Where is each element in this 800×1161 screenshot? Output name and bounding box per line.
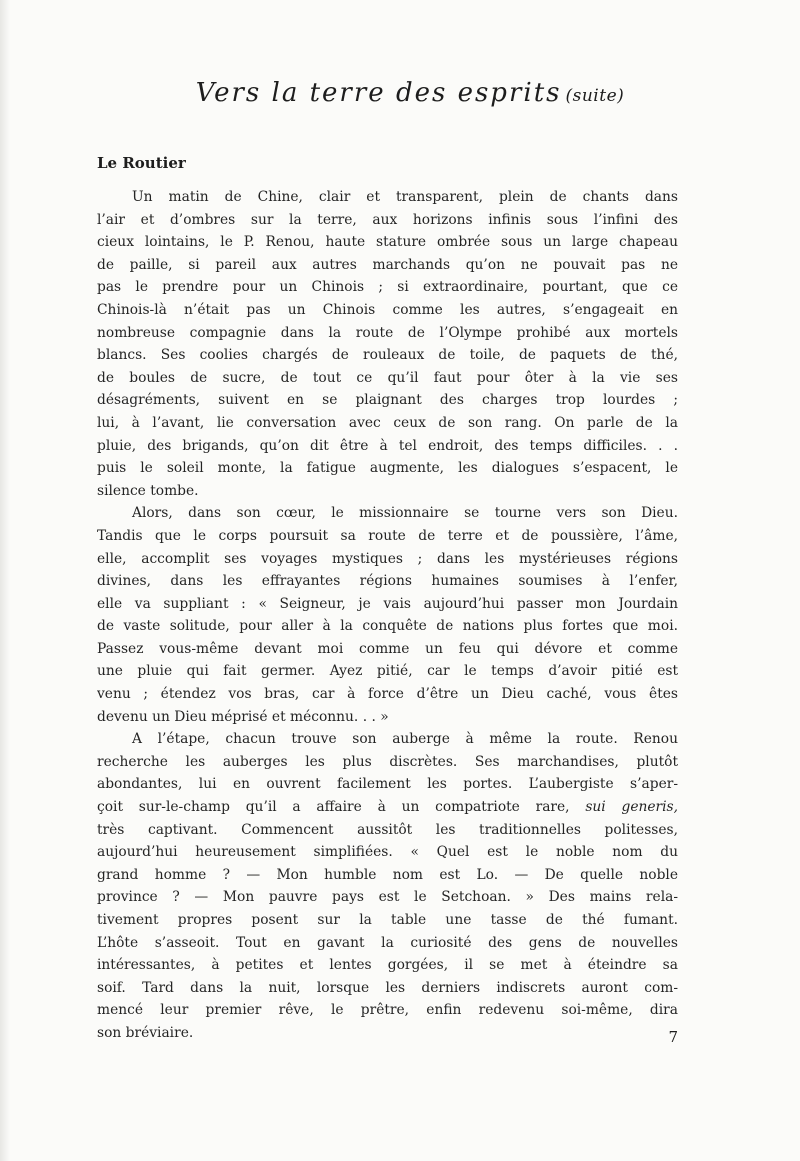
text-line: tivement propres posent sur la table une tasse de thé fumant.: [97, 912, 678, 928]
text-line: elle va suppliant : « Seigneur, je vais aujourd’hui passer mon Jourdain: [97, 595, 678, 612]
text-line: aujourd’hui heureusement simplifiées. « Quel est le noble nom du: [97, 844, 678, 861]
page-title-text: Vers la terre des esprits: [195, 78, 562, 108]
text-line: devenu un Dieu méprisé et méconnu. . . »: [97, 708, 389, 725]
page-edge-shadow: [0, 0, 10, 1161]
text-line: désagréments, suivent en se plaignant des charges trop lourdes ;: [97, 392, 678, 409]
text-line: lui, à l’avant, lie conversation avec ceux de son rang. On parle de la: [97, 414, 678, 431]
text-line: Chinois-là n’était pas un Chinois comme les autres, s’engageait en: [97, 301, 678, 318]
paragraph-3: [97, 728, 678, 1044]
text-line: Passez vous-même devant moi comme un feu qui dévore et comme: [97, 640, 678, 657]
text-line: une pluie qui fait germer. Ayez pitié, car le temps d’avoir pitié est: [97, 663, 678, 680]
text-line: recherche les auberges les plus discrètes. Ses marchandises, plutôt: [97, 753, 678, 770]
text-line: blancs. Ses coolies chargés de rouleaux de toile, de paquets de thé,: [97, 347, 678, 364]
text-line: province ? — Mon pauvre pays est le Setchoan. » Des mains rela-: [97, 889, 678, 906]
text-line: Tandis que le corps poursuit sa route de terre et de poussière, l’âme,: [97, 527, 678, 544]
text-line: nombreuse compagnie dans la route de l’Olympe prohibé aux mortels: [97, 324, 678, 341]
text-line: grand homme ? — Mon humble nom est Lo. — De quelle noble: [97, 866, 678, 883]
italic-phrase: sui generis,: [585, 799, 678, 816]
text-line: mencé leur premier rêve, le prêtre, enfin redevenu soi-même, dira: [97, 1002, 678, 1019]
text-line: l’air et d’ombres sur la terre, aux horizons infinis sous l’infini des: [97, 211, 678, 228]
text-line: elle, accomplit ses voyages mystiques ; dans les mystérieuses régions: [97, 550, 678, 567]
text-line-with-italic: [97, 796, 678, 819]
page-title: [120, 78, 700, 108]
body-text: [97, 186, 678, 1045]
text-segment: çoit sur-le-champ qu’il a affaire à un compatriote rare,: [97, 799, 570, 816]
text-line: pas le prendre pour un Chinois ; si extraordinaire, pourtant, que ce: [97, 279, 678, 296]
text-line: Alors, dans son cœur, le missionnaire se tourne vers son Dieu.: [132, 505, 678, 522]
paragraph-2: [97, 502, 678, 728]
text-line: son bréviaire.: [97, 1024, 194, 1041]
paragraph-1: [97, 186, 678, 502]
text-line: A l’étape, chacun trouve son auberge à même la route. Renou: [132, 731, 678, 748]
text-line: cieux lointains, le P. Renou, haute stature ombrée sous un large chapeau: [97, 234, 678, 251]
text-line: soif. Tard dans la nuit, lorsque les derniers indiscrets auront com-: [97, 979, 678, 996]
page-number: 7: [668, 1028, 678, 1046]
section-heading: Le Routier: [97, 154, 186, 172]
text-line: silence tombe.: [97, 482, 199, 499]
text-line: intéressantes, à petites et lentes gorgées, il se met à éteindre sa: [97, 957, 678, 974]
text-line: pluie, des brigands, qu’on dit être à tel endroit, des temps difficiles. . .: [97, 437, 678, 454]
text-line: Un matin de Chine, clair et transparent, plein de chants dans: [132, 189, 678, 205]
text-line: abondantes, lui en ouvrent facilement les portes. L’aubergiste s’aper-: [97, 776, 678, 793]
page-title-suffix: (suite): [565, 86, 625, 106]
text-line: venu ; étendez vos bras, car à force d’être un Dieu caché, vous êtes: [97, 686, 678, 703]
text-line: puis le soleil monte, la fatigue augmente, les dialogues s’espacent, le: [97, 460, 678, 477]
text-line: très captivant. Commencent aussitôt les traditionnelles politesses,: [97, 821, 678, 838]
text-line: L’hôte s’asseoit. Tout en gavant la curiosité des gens de nouvelles: [97, 934, 678, 951]
text-line: de vaste solitude, pour aller à la conquête de nations plus fortes que moi.: [97, 618, 678, 635]
text-line: de boules de sucre, de tout ce qu’il faut pour ôter à la vie ses: [97, 369, 678, 386]
text-line: de paille, si pareil aux autres marchands qu’on ne pouvait pas ne: [97, 256, 678, 273]
text-line: divines, dans les effrayantes régions humaines soumises à l’enfer,: [97, 573, 678, 590]
